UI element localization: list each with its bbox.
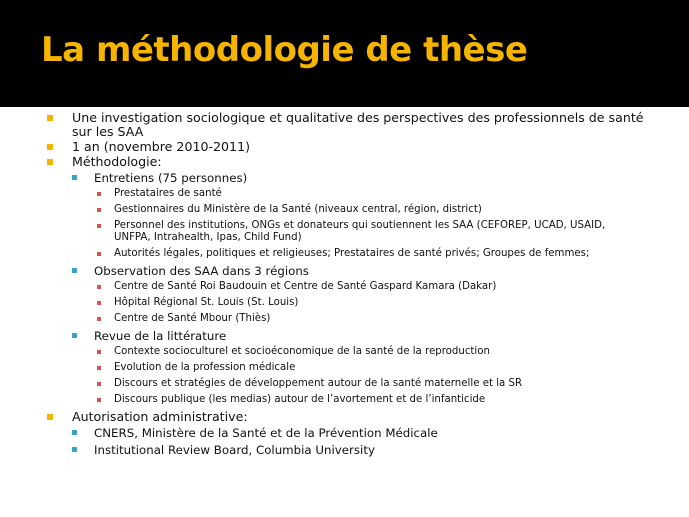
detail-list xyxy=(44,281,663,325)
square-bullet-icon xyxy=(72,333,77,338)
sub-bullet-text: CNERS, Ministère de la Santé et de la Prévention Médicale xyxy=(94,426,438,440)
square-bullet-icon xyxy=(97,252,101,256)
detail-item xyxy=(44,188,663,200)
detail-item xyxy=(44,346,663,358)
sub-bullet-item xyxy=(22,443,663,457)
square-bullet-icon xyxy=(47,414,53,420)
detail-text: Centre de Santé Roi Baudouin et Centre de Santé Gaspard Kamara (Dakar) xyxy=(114,281,497,292)
detail-item xyxy=(44,362,663,374)
title-bar xyxy=(0,0,689,107)
square-bullet-icon xyxy=(97,398,101,402)
bullet-text: Autorisation administrative: xyxy=(72,409,248,424)
square-bullet-icon xyxy=(72,268,77,273)
detail-item xyxy=(44,204,663,216)
square-bullet-icon xyxy=(47,159,53,165)
detail-item xyxy=(44,220,663,244)
detail-text: Personnel des institutions, ONGs et donateurs qui soutiennent les SAA (CEFOREP, UCAD, USAID, UNFPA, Intrahealth, Ipas, Child Fund) xyxy=(114,220,606,243)
detail-item xyxy=(44,394,663,406)
detail-text: Contexte socioculturel et socioéconomique de la santé de la reproduction xyxy=(114,346,490,357)
square-bullet-icon xyxy=(97,317,101,321)
square-bullet-icon xyxy=(72,447,77,452)
square-bullet-icon xyxy=(97,192,101,196)
sub-bullet-text: Revue de la littérature xyxy=(94,329,227,343)
bullet-item xyxy=(0,111,689,139)
sub-bullet-list xyxy=(22,426,663,457)
detail-text: Discours et stratégies de développement autour de la santé maternelle et la SR xyxy=(114,378,523,389)
square-bullet-icon xyxy=(97,224,101,228)
square-bullet-icon xyxy=(97,366,101,370)
bullet-item xyxy=(0,140,689,154)
detail-text: Evolution de la profession médicale xyxy=(114,362,296,373)
detail-text: Prestataires de santé xyxy=(114,188,222,199)
detail-item xyxy=(44,248,663,260)
square-bullet-icon xyxy=(47,144,53,150)
bullet-list xyxy=(0,111,689,457)
sub-bullet-item xyxy=(22,426,663,440)
bullet-text: Une investigation sociologique et qualitative des perspectives des professionnels de santé sur les SAA xyxy=(72,110,644,139)
square-bullet-icon xyxy=(97,382,101,386)
square-bullet-icon xyxy=(72,175,77,180)
bullet-text: 1 an (novembre 2010-2011) xyxy=(72,139,250,154)
slide-title: La méthodologie de thèse xyxy=(41,30,528,70)
square-bullet-icon xyxy=(72,430,77,435)
bullet-item xyxy=(0,155,689,406)
detail-item xyxy=(44,281,663,293)
detail-list xyxy=(44,188,663,260)
sub-bullet-item xyxy=(22,171,663,260)
sub-bullet-text: Institutional Review Board, Columbia University xyxy=(94,443,375,457)
sub-bullet-list xyxy=(22,171,663,406)
detail-text: Hôpital Régional St. Louis (St. Louis) xyxy=(114,297,299,308)
square-bullet-icon xyxy=(47,115,53,121)
detail-text: Autorités légales, politiques et religieuses; Prestataires de santé privés; Groupes de femmes; xyxy=(114,248,590,259)
sub-bullet-text: Observation des SAA dans 3 régions xyxy=(94,264,309,278)
bullet-text: Méthodologie: xyxy=(72,154,162,169)
bullet-item xyxy=(0,410,689,457)
square-bullet-icon xyxy=(97,208,101,212)
detail-text: Centre de Santé Mbour (Thiès) xyxy=(114,313,271,324)
detail-item xyxy=(44,378,663,390)
sub-bullet-text: Entretiens (75 personnes) xyxy=(94,171,248,185)
detail-item xyxy=(44,297,663,309)
detail-text: Discours publique (les medias) autour de l’avortement et de l’infanticide xyxy=(114,394,486,405)
detail-item xyxy=(44,313,663,325)
detail-text: Gestionnaires du Ministère de la Santé (niveaux central, région, district) xyxy=(114,204,482,215)
square-bullet-icon xyxy=(97,301,101,305)
square-bullet-icon xyxy=(97,350,101,354)
sub-bullet-item xyxy=(22,329,663,406)
sub-bullet-item xyxy=(22,264,663,325)
slide-content xyxy=(0,111,689,460)
detail-list xyxy=(44,346,663,406)
square-bullet-icon xyxy=(97,285,101,289)
